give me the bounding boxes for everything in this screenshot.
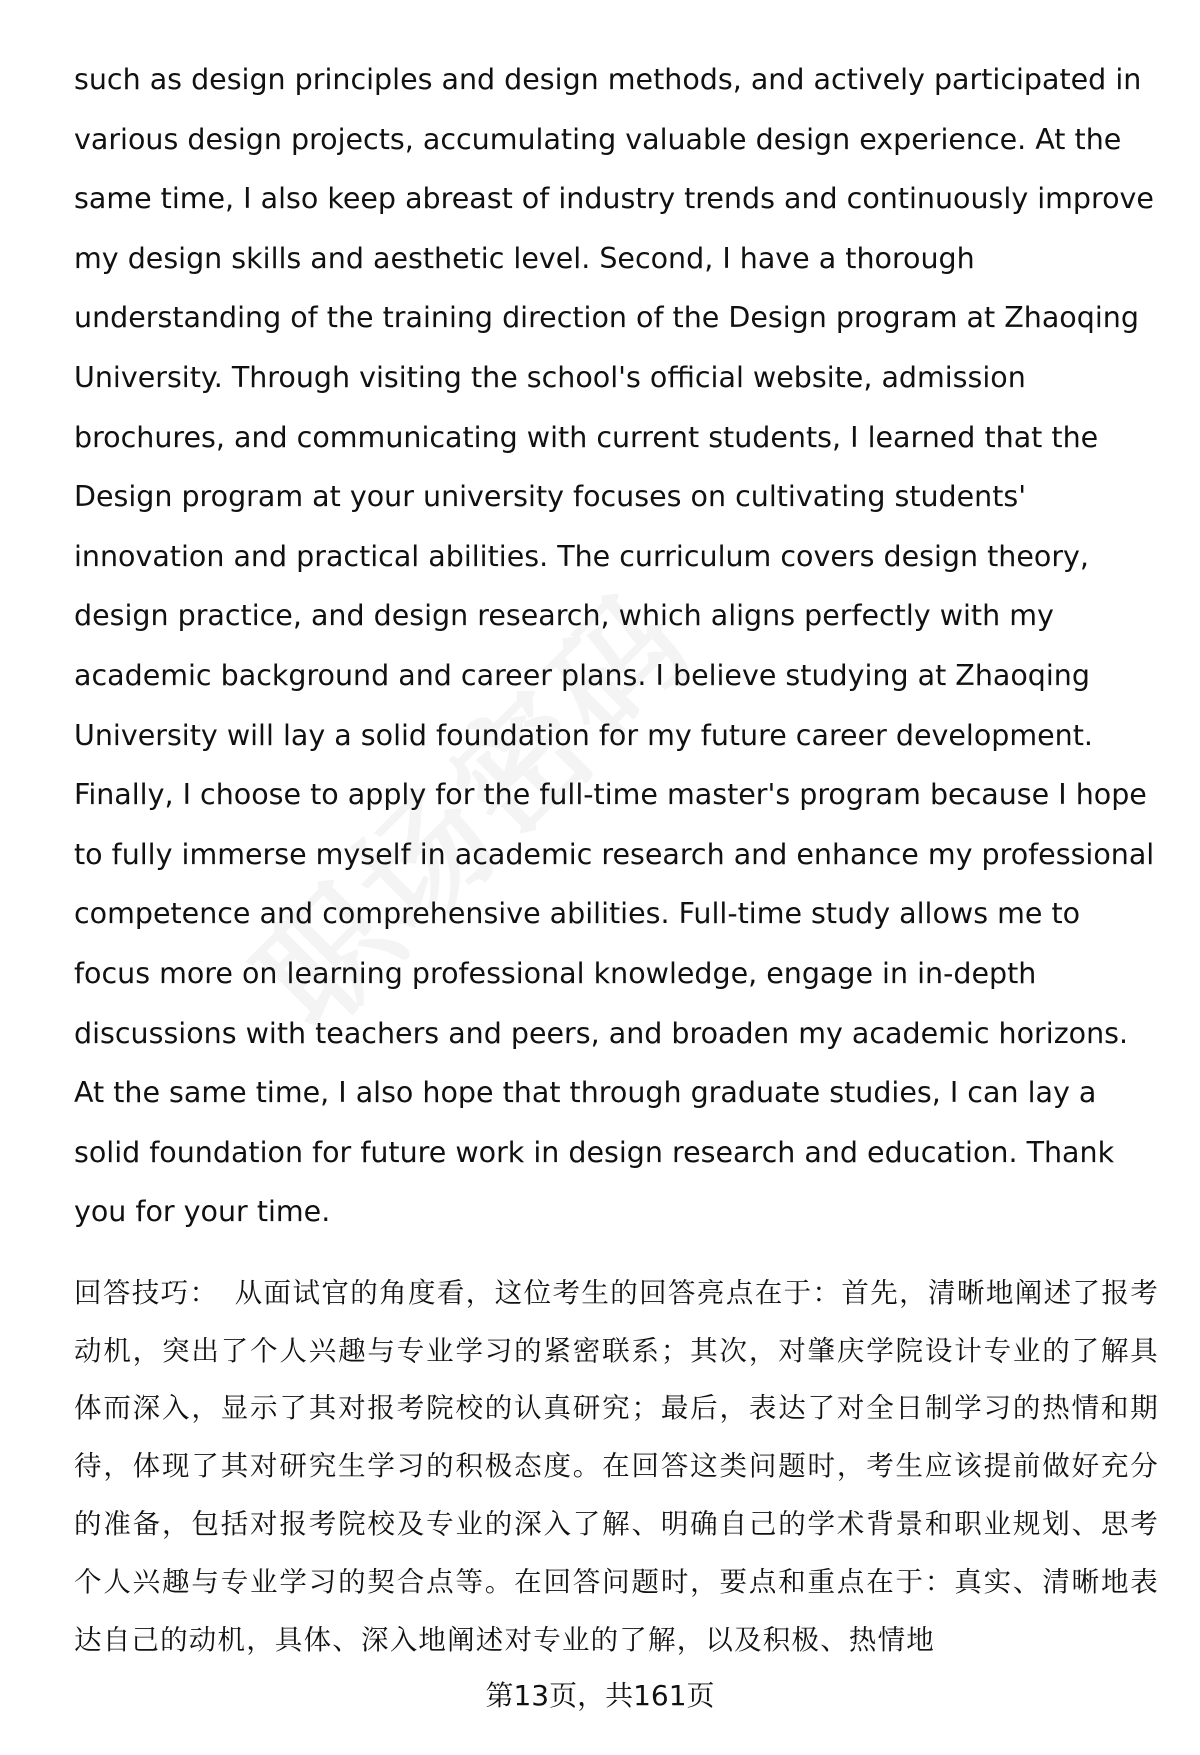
answer-paragraph: such as design principles and design methods, and actively participated in various design projects, accumulating valuable design experience. At the same time, I also keep abreast of industry trends and continuously improve my design skills and aesthetic level. Second, I have a thorough understanding of the training direction of the Design program at Zhaoqing University. Through visiting the school's official website, admission brochures, and communicating with current students, I learned that the Design program at your university focuses on cultivating students' innovation and practical abilities. The curriculum covers design theory, design practice, and design research, which aligns perfectly with my academic background and career plans. I believe studying at Zhaoqing University will lay a solid foundation for my future career development. Finally, I choose to apply for the full-time master's program because I hope to fully immerse myself in academic research and enhance my professional competence and comprehensive abilities. Full-time study allows me to focus more on learning professional knowledge, engage in in-depth discussions with teachers and peers, and broaden my academic horizons. At the same time, I also hope that through graduate studies, I can lay a solid foundation for future work in design research and education. Thank you for your time. — [74, 63, 1155, 1229]
document-body — [74, 50, 1159, 1669]
tips-text: 从面试官的角度看，这位考生的回答亮点在于：首先，清晰地阐述了报考动机，突出了个人兴趣与专业学习的紧密联系；其次，对肇庆学院设计专业的了解具体而深入，显示了其对报考院校的认真研究；最后，表达了对全日制学习的热情和期待，体现了其对研究生学习的积极态度。在回答这类问题时，考生应该提前做好充分的准备，包括对报考院校及专业的深入了解、明确自己的学术背景和职业规划、思考个人兴趣与专业学习的契合点等。在回答问题时，要点和重点在于：真实、清晰地表达自己的动机，具体、深入地阐述对专业的了解，以及积极、热情地 — [74, 1276, 1160, 1656]
tips-paragraph — [74, 1265, 1159, 1670]
tips-label: 回答技巧： — [74, 1276, 219, 1309]
page-number: 第13页，共161页 — [485, 1679, 715, 1712]
